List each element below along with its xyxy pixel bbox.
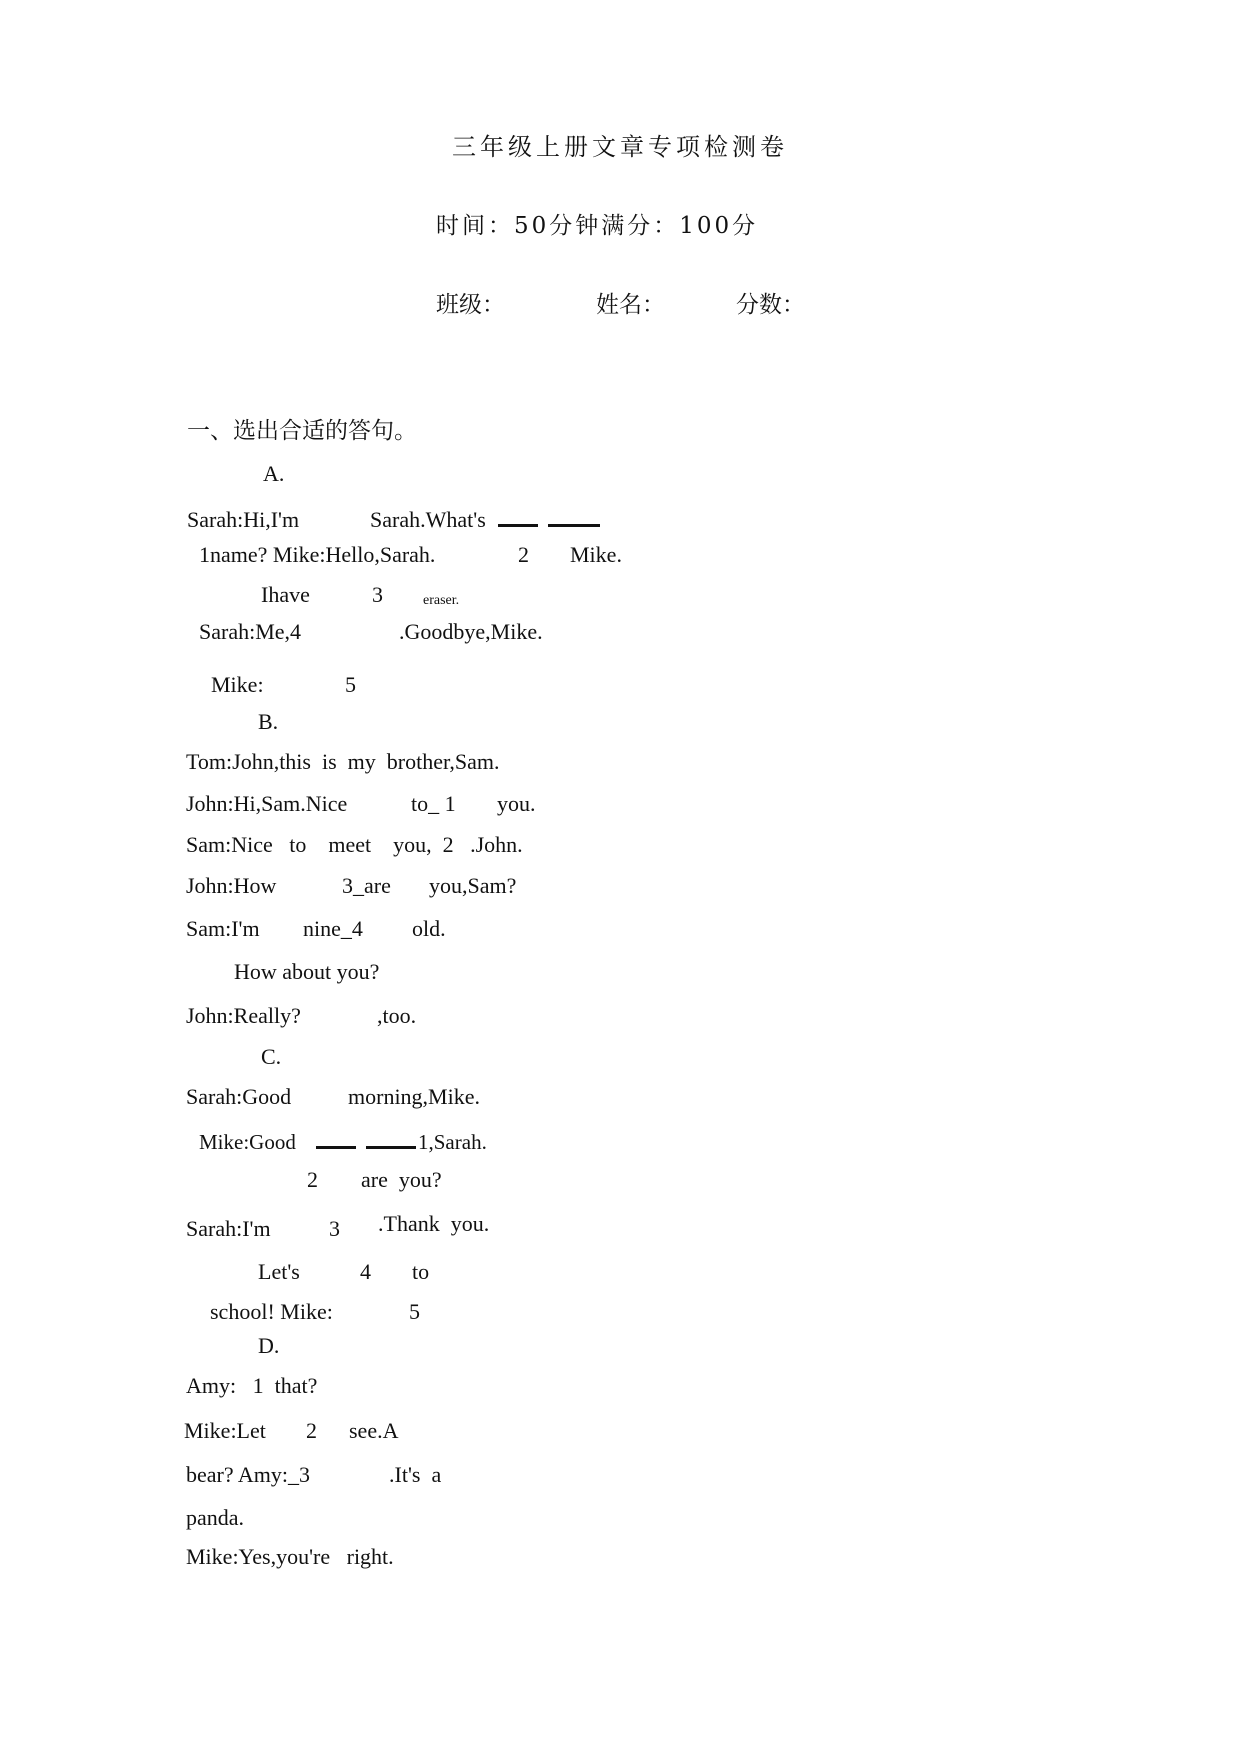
part-b-line: Tom:John,this is my brother,Sam. <box>186 749 500 774</box>
blank-number: 2 <box>518 542 529 567</box>
score-label: 分数： <box>736 292 805 318</box>
part-b-line: How about you? <box>234 959 380 984</box>
part-d-line: Mike:Let <box>184 1418 266 1443</box>
answer-blank <box>366 1146 416 1149</box>
part-b-line: Sam:Nice to meet you, 2 .John. <box>186 832 523 857</box>
part-c-label: C. <box>261 1044 282 1069</box>
part-b-line: to_ 1 <box>411 791 456 816</box>
blank-number: 5 <box>345 672 356 697</box>
part-b-line: John:Really? <box>186 1003 301 1028</box>
part-c-line: .Thank you. <box>378 1211 490 1236</box>
part-b-line: you,Sam? <box>429 873 517 898</box>
part-d-line: see.A <box>349 1418 399 1443</box>
part-a-line: Sarah:Hi,I'm <box>187 507 300 532</box>
part-d-label: D. <box>258 1333 280 1358</box>
answer-blank <box>498 524 538 527</box>
part-c-line: Let's <box>258 1259 300 1284</box>
name-label: 姓名： <box>596 292 665 318</box>
part-c-line: Sarah:I'm <box>186 1216 271 1241</box>
part-d-line: Mike:Yes,you're right. <box>186 1544 394 1569</box>
part-b-line: nine_4 <box>303 916 363 941</box>
part-b-line: Sam:I'm <box>186 916 260 941</box>
part-d-line: .It's a <box>389 1462 442 1487</box>
part-c-line: to <box>412 1259 430 1284</box>
blank-number: 2 <box>306 1418 317 1443</box>
part-c-line: morning,Mike. <box>348 1084 480 1109</box>
part-a-line: Mike: <box>211 672 264 697</box>
part-b-line: John:Hi,Sam.Nice <box>186 791 348 816</box>
blank-number: 3 <box>372 582 383 607</box>
answer-blank <box>316 1146 356 1149</box>
time-and-score-info: 时间：50分钟满分：100分 <box>436 213 759 239</box>
answer-blank <box>548 524 600 527</box>
part-b-label: B. <box>258 709 279 734</box>
part-a-line: Ihave <box>261 582 310 607</box>
part-a-line: .Goodbye,Mike. <box>399 619 543 644</box>
section-heading: 一、选出合适的答句。 <box>187 418 417 444</box>
part-b-line: John:How <box>186 873 277 898</box>
blank-number: 5 <box>409 1299 420 1324</box>
part-c-line: are you? <box>361 1167 442 1192</box>
part-c-line: Mike:Good <box>199 1130 296 1154</box>
part-b-line: 3_are <box>342 873 391 898</box>
blank-number: 3 <box>329 1216 340 1241</box>
page-title: 三年级上册文章专项检测卷 <box>452 133 788 161</box>
part-a-line: 1name? Mike:Hello,Sarah. <box>199 542 436 567</box>
part-a-line: eraser. <box>423 593 460 608</box>
part-a-line: Mike. <box>570 542 622 567</box>
part-a-line: Sarah.What's <box>370 507 486 532</box>
part-b-line: you. <box>497 791 536 816</box>
part-d-line: bear? Amy:_3 <box>186 1462 311 1487</box>
part-c-line: 1,Sarah. <box>418 1130 487 1154</box>
part-a-label: A. <box>263 461 285 486</box>
part-d-line: Amy: 1 that? <box>186 1373 318 1398</box>
part-c-line: school! Mike: <box>210 1299 333 1324</box>
part-c-line: Sarah:Good <box>186 1084 292 1109</box>
part-d-line: panda. <box>186 1505 245 1530</box>
part-b-line: old. <box>412 916 446 941</box>
blank-number: 4 <box>360 1259 371 1284</box>
part-a-line: Sarah:Me,4 <box>199 619 302 644</box>
part-b-line: ,too. <box>377 1003 417 1028</box>
blank-number: 2 <box>307 1167 318 1192</box>
class-label: 班级： <box>436 292 505 318</box>
